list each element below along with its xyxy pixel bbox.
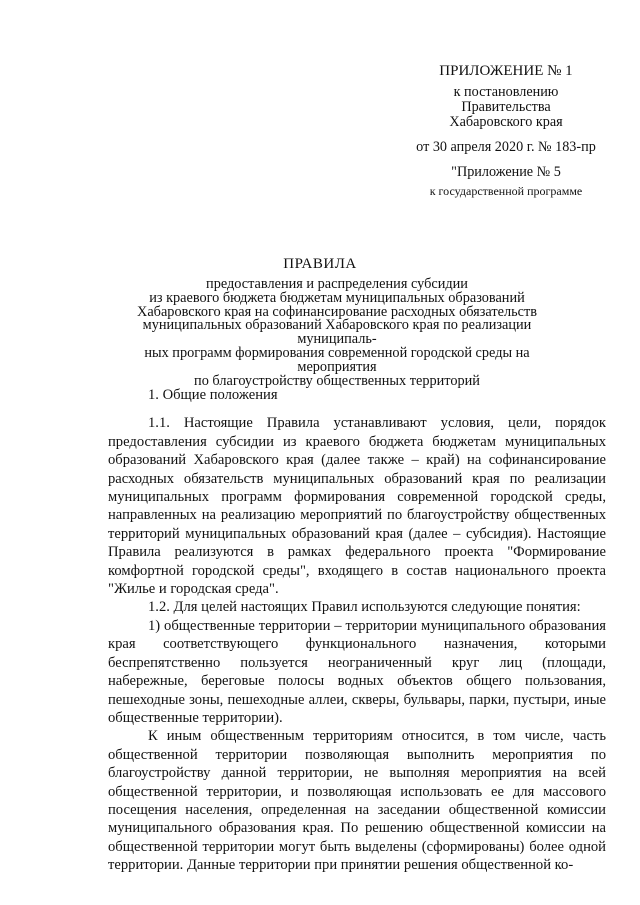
paragraph: 1) общественные территории – территории муниципального образования края соответствующего функционального назначения, которыми беспрепятственно пользуется неограниченный круг лиц (площади, набережные, береговые полосы водных объектов общего пользования, пешеходные зоны, пешеходные аллеи, скверы, бульвары, парки, пустыри, иные общественные территории).	[108, 617, 606, 726]
section-heading: 1. Общие положения	[148, 387, 278, 403]
paragraph: 1.1. Настоящие Правила устанавливают условия, цели, порядок предоставления субсидии из краевого бюджета бюджетам муниципальных образований Хабаровского края (далее также – край) на софинансирование расходных обязательств муниципальных образований края по реализации муниципальных программ формирования современной городской среды, направленных на реализацию мероприятий по благоустройству общественных территорий муниципальных образований края (далее – субсидия). Настоящие Правила реализуются в рамках федерального проекта "Формирование комфортной городской среды", входящего в состав национального проекта "Жилье и городская среда".	[108, 415, 606, 598]
appendix-line: к государственной программе	[429, 184, 583, 198]
document-body	[108, 386, 606, 875]
appendix-line: к постановлению	[453, 84, 559, 100]
subtitle-line: по благоустройству общественных территорий	[194, 372, 480, 389]
subtitle-line: из краевого бюджета бюджетам муниципальных образований	[149, 289, 525, 306]
appendix-line: "Приложение № 5	[451, 164, 561, 180]
appendix-date: от 30 апреля 2020 г. № 183-пр	[416, 139, 596, 155]
appendix-header	[395, 62, 617, 199]
appendix-line: Правительства	[461, 99, 551, 115]
subtitle-line: Хабаровского края на софинансирование расходных обязательств	[137, 303, 537, 320]
rules-subtitle	[104, 278, 570, 388]
appendix-line: Хабаровского края	[449, 114, 563, 130]
subtitle-line: ных программ формирования современной городской среды на мероприятия	[144, 344, 530, 375]
rules-title: ПРАВИЛА	[283, 256, 357, 272]
appendix-title: ПРИЛОЖЕНИЕ № 1	[439, 63, 573, 79]
paragraph: К иным общественным территориям относится, в том числе, часть общественной территории позволяющая выполнить мероприятия по благоустройству данной территории, не выполняя мероприятия на всей общественной территории, и позволяющая использовать ее для массового посещения населения, определенная на заседании общественной комиссии муниципального образования края. По решению общественной комиссии на общественной территории могут быть выделены (сформированы) более одной территории. Данные территории при принятии решения общественной ко-	[108, 728, 606, 874]
subtitle-line: предоставления и распределения субсидии	[206, 276, 468, 292]
subtitle-line: муниципальных образований Хабаровского края по реализации муниципаль-	[142, 317, 532, 348]
paragraph: 1.2. Для целей настоящих Правил используются следующие понятия:	[148, 599, 581, 616]
